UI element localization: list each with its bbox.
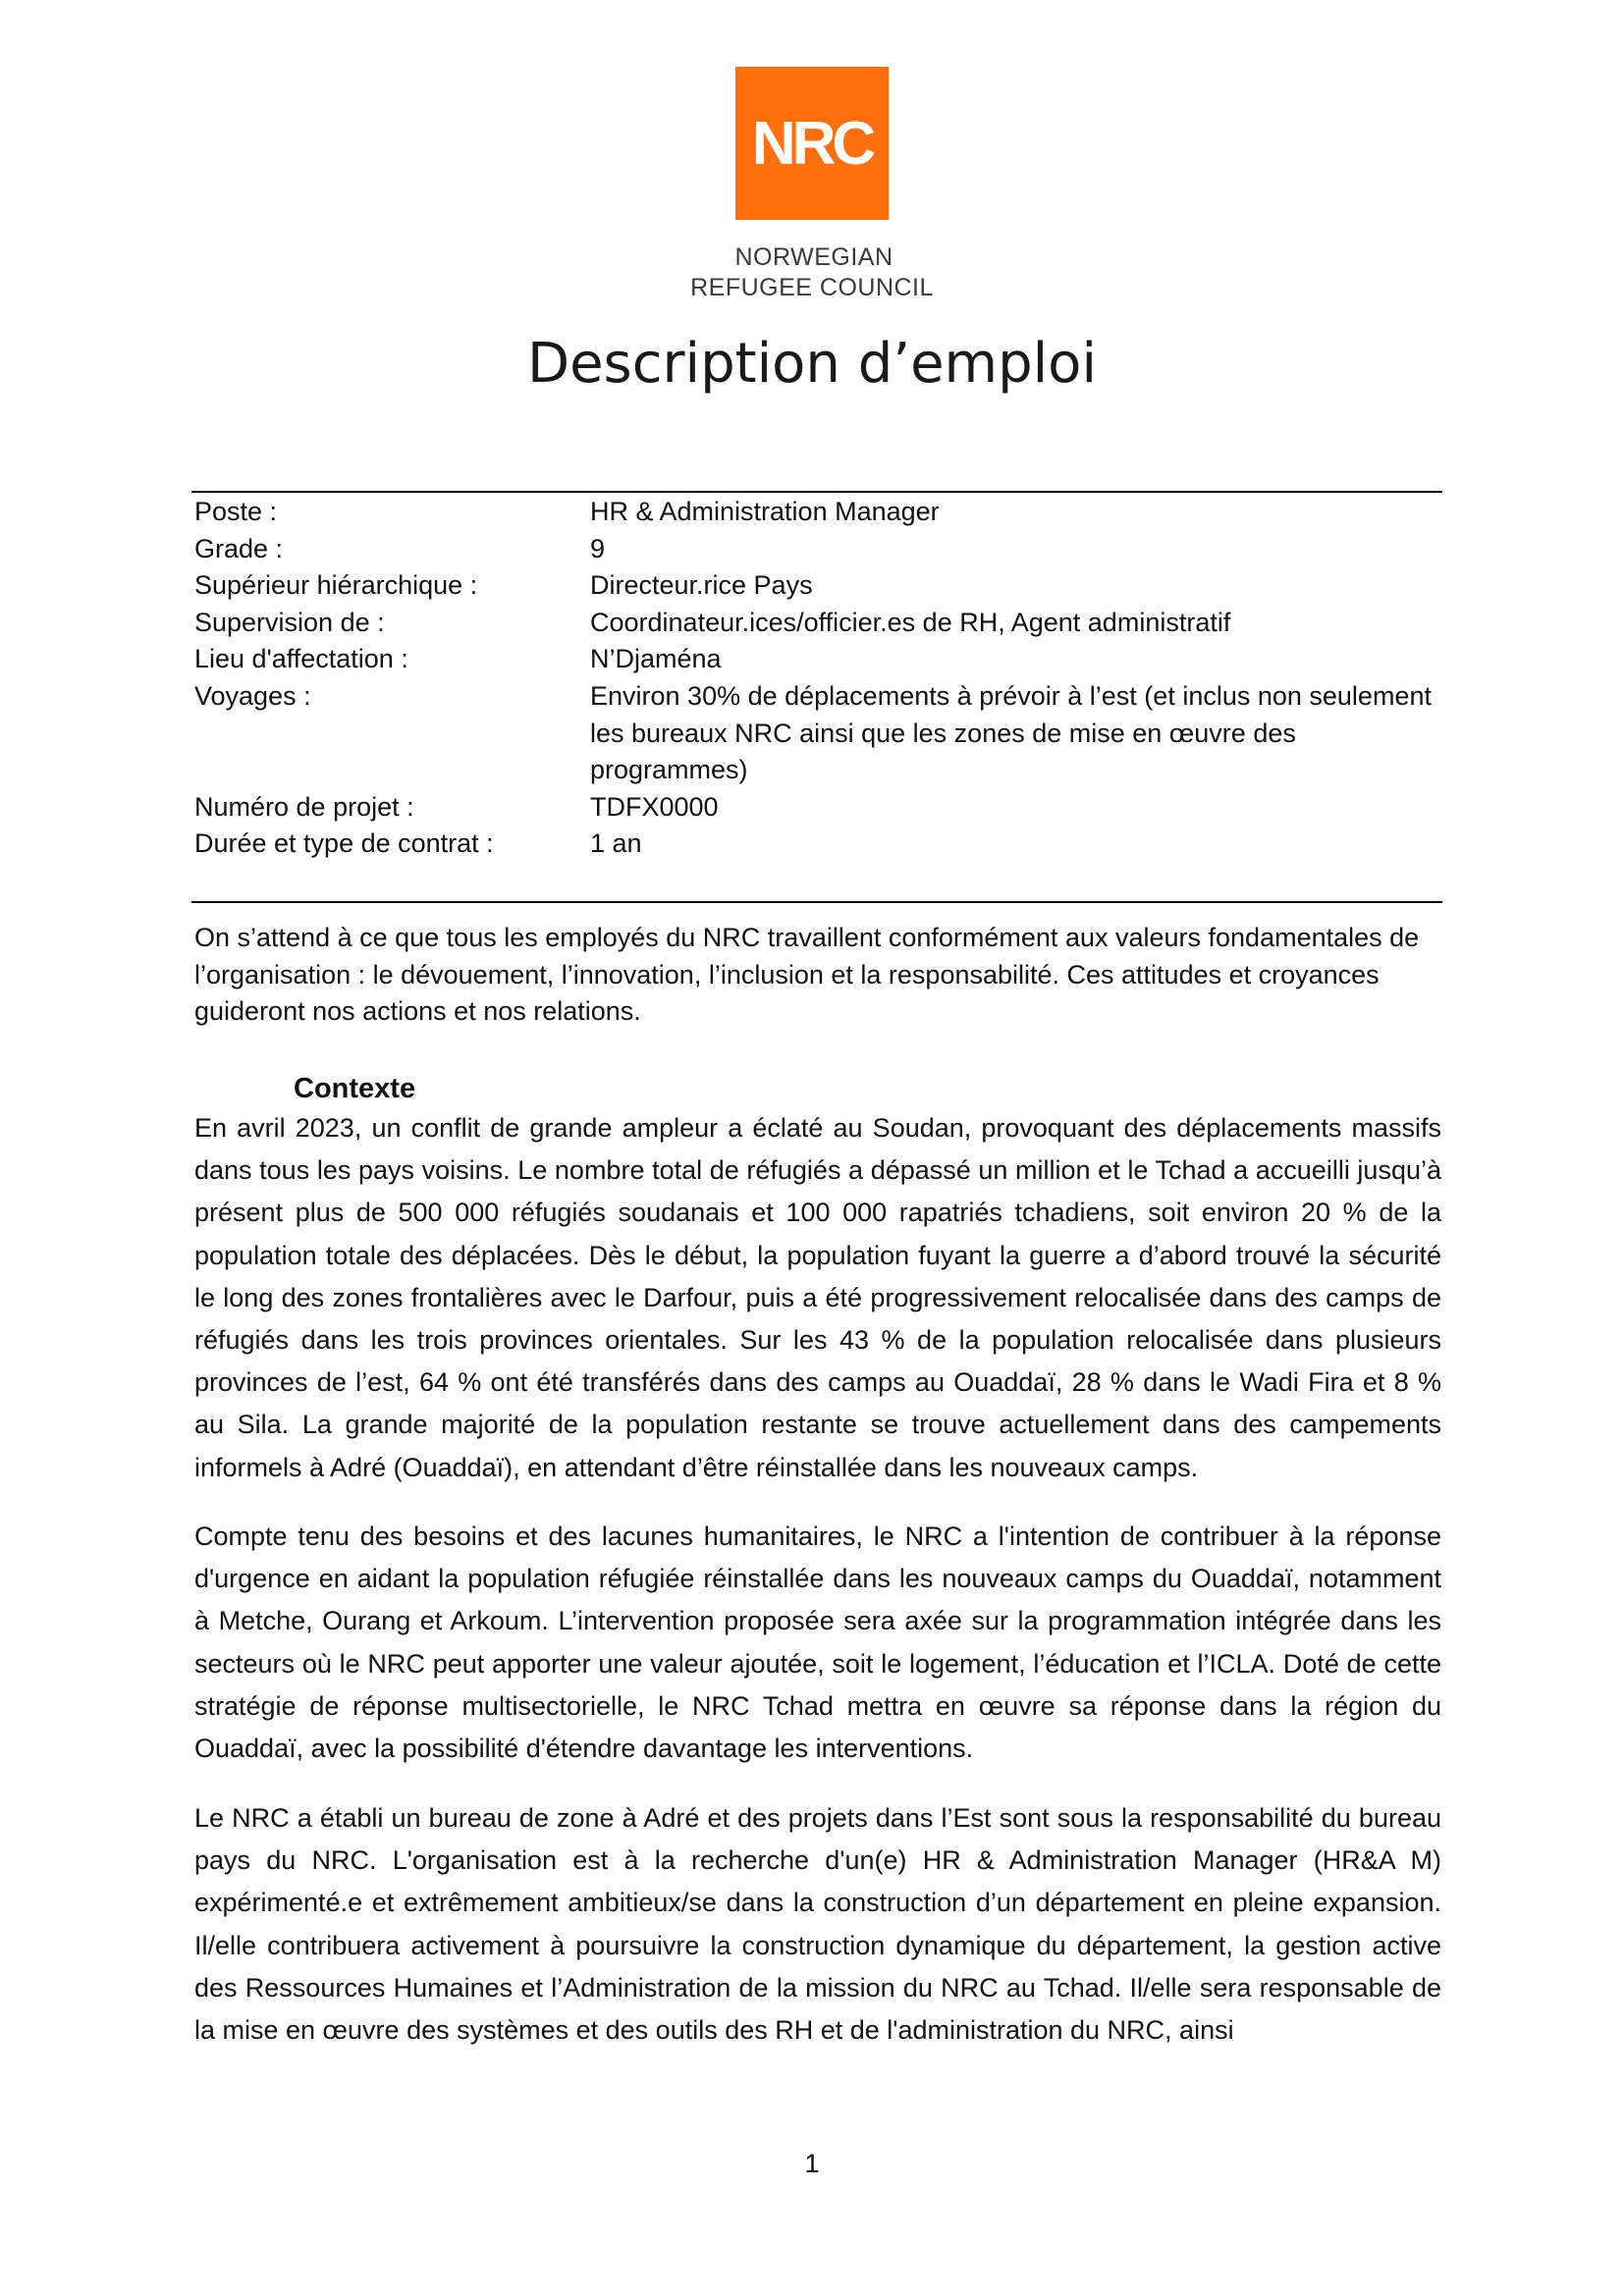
info-label: Supérieur hiérarchique : [194, 570, 478, 601]
nrc-logo-mark [735, 67, 889, 220]
info-value: HR & Administration Manager [590, 497, 940, 526]
nrc-logo-letters: NRC [751, 110, 873, 178]
table-bottom-rule [191, 901, 1442, 903]
info-row-poste [194, 494, 1443, 531]
info-label: Lieu d'affectation : [194, 644, 408, 674]
info-value: Directeur.rice Pays [590, 570, 813, 601]
info-label: Numéro de projet : [194, 791, 414, 822]
page-number: 1 [804, 2149, 820, 2178]
nrc-logo [0, 67, 1624, 303]
info-row-lieu [194, 641, 1443, 678]
job-info-table [194, 494, 1443, 863]
info-value: Environ 30% de déplacements à prévoir à l’est (et inclus non seulement les bureaux NRC ainsi que les zones de mise en œuvre des programmes) [590, 680, 1432, 785]
info-label: Durée et type de contrat : [194, 828, 494, 859]
context-paragraph-3: Le NRC a établi un bureau de zone à Adré et des projets dans l’Est sont sous la responsabilité du bureau pays du NRC. L'organisation est à la recherche d'un(e) HR & Administration Manager (HR&A M) expérimenté.e et extrêmement ambitieux/se dans la construction d’un département en pleine expansion. Il/elle contribuera activement à poursuivre la construction dynamique du département, la gestion active des Ressources Humaines et l’Administration de la mission du NRC au Tchad. Il/elle sera responsable de la mise en œuvre des systèmes et des outils des RH et de l'administration du NRC, ainsi [194, 1803, 1441, 2046]
info-row-supervision [194, 605, 1443, 642]
info-value: Coordinateur.ices/officier.es de RH, Agent administratif [590, 607, 1231, 637]
table-top-rule [191, 491, 1442, 493]
info-row-superieur [194, 567, 1443, 605]
info-value: N’Djaména [590, 644, 722, 674]
section-heading-contexte: Contexte [294, 1073, 416, 1104]
logo-line-refugee-council: REFUGEE COUNCIL [690, 274, 934, 301]
nrc-logo-wordmark [0, 242, 1624, 303]
context-paragraph-1: En avril 2023, un conflit de grande ampleur a éclaté au Soudan, provoquant des déplacements massifs dans tous les pays voisins. Le nombre total de réfugiés a dépassé un million et le Tchad a accueilli jusqu’à présent plus de 500 000 réfugiés soudanais et 100 000 rapatriés tchadiens, soit environ 20 % de la population totale des déplacées. Dès le début, la population fuyant la guerre a d’abord trouvé la sécurité le long des zones frontalières avec le Darfour, puis a été progressivement relocalisée dans des camps de réfugiés dans les trois provinces orientales. Sur les 43 % de la population relocalisée dans plusieurs provinces de l’est, 64 % ont été transférés dans des camps au Ouaddaï, 28 % dans le Wadi Fira et 8 % au Sila. La grande majorité de la population restante se trouve actuellement dans des campements informels à Adré (Ouaddaï), en attendant d’être réinstallée dans les nouveaux camps. [194, 1113, 1441, 1482]
info-row-contrat [194, 826, 1443, 863]
info-label: Voyages : [194, 680, 311, 711]
values-intro-paragraph: On s’attend à ce que tous les employés du NRC travaillent conformément aux valeurs fondamentales de l’organisation : le dévouement, l’innovation, l’inclusion et la responsabilité. Ces attitudes et croyances guideront nos actions et nos relations. [194, 923, 1420, 1027]
document-title: Description d’emploi [526, 332, 1097, 396]
info-label: Supervision de : [194, 607, 385, 637]
info-row-voyages [194, 678, 1443, 789]
context-paragraph-2: Compte tenu des besoins et des lacunes humanitaires, le NRC a l'intention de contribuer à la réponse d'urgence en aidant la population réfugiée réinstallée dans les nouveaux camps du Ouaddaï, notamment à Metche, Ourang et Arkoum. L’intervention proposée sera axée sur la programmation intégrée dans les secteurs où le NRC peut apporter une valeur ajoutée, soit le logement, l’éducation et l’ICLA. Doté de cette stratégie de réponse multisectorielle, le NRC Tchad mettra en œuvre sa réponse dans la région du Ouaddaï, avec la possibilité d'étendre davantage les interventions. [194, 1522, 1441, 1764]
info-value: TDFX0000 [590, 791, 719, 822]
info-value: 9 [590, 533, 606, 563]
info-label: Poste : [194, 497, 278, 526]
logo-line-norwegian: NORWEGIAN [734, 243, 893, 271]
info-row-grade [194, 531, 1443, 568]
info-label: Grade : [194, 533, 284, 563]
info-row-projet [194, 789, 1443, 827]
info-value: 1 an [590, 828, 642, 859]
